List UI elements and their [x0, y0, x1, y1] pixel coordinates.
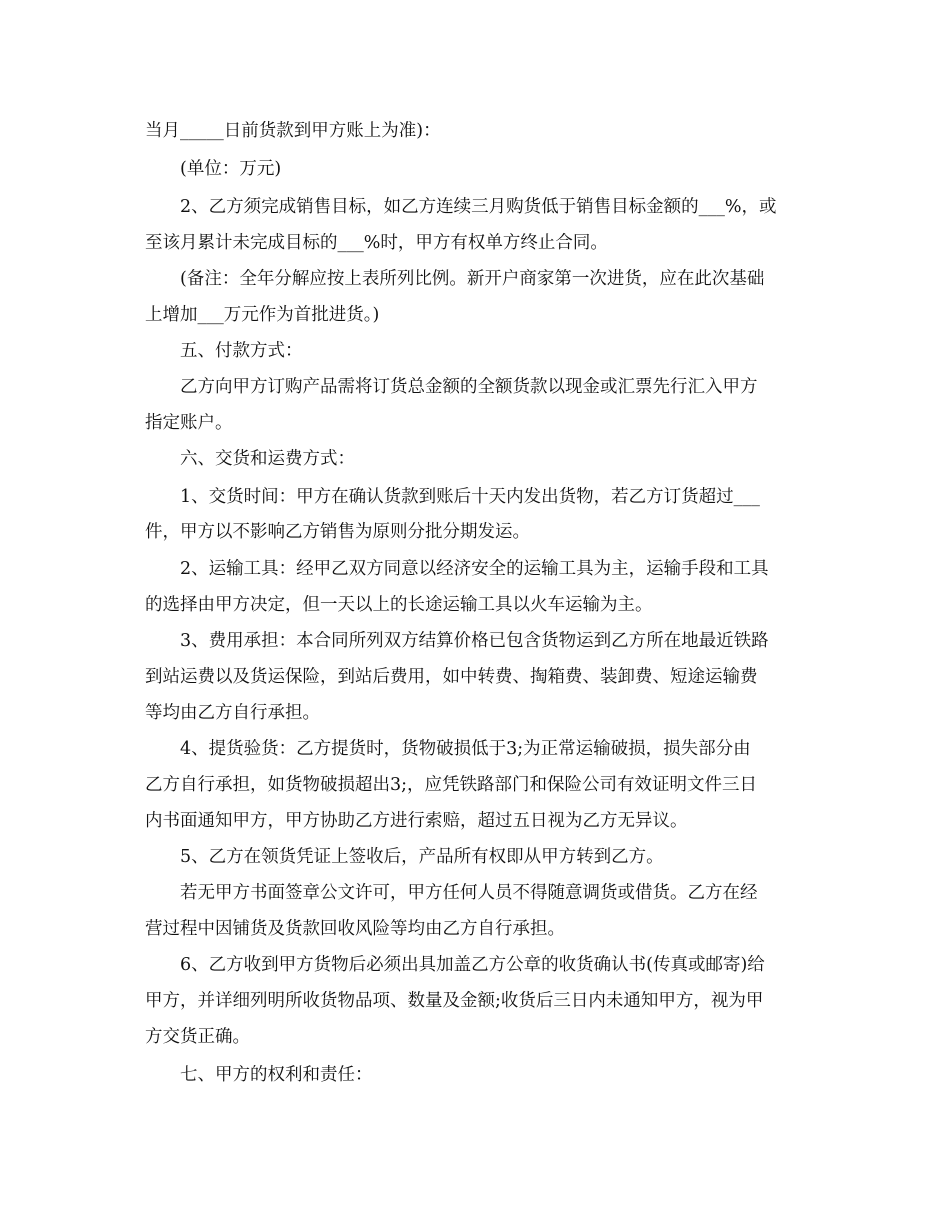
- text-line-26: 方交货正确。: [145, 1027, 250, 1047]
- text-line-24: 6、乙方收到甲方货物后必须出具加盖乙方公章的收货确认书(传真或邮寄)给: [180, 955, 765, 975]
- text-line-1: 当月_____日前货款到甲方账上为准)：: [145, 121, 441, 141]
- text-line-8: 乙方向甲方订购产品需将订货总金额的全额货款以现金或汇票先行汇入甲方: [180, 377, 758, 397]
- text-line-13: 2、运输工具：经甲乙双方同意以经济安全的运输工具为主，运输手段和工具: [180, 559, 769, 579]
- text-line-19: 乙方自行承担，如货物破损超出3;，应凭铁路部门和保险公司有效证明文件三日: [145, 775, 758, 795]
- text-line-22: 若无甲方书面签章公文许可，甲方任何人员不得随意调货或借货。乙方在经: [180, 883, 758, 903]
- text-line-16: 到站运费以及货运保险，到站后费用，如中转费、掏箱费、装卸费、短途运输费: [145, 667, 758, 687]
- section-heading-7: 七、甲方的权利和责任：: [180, 1065, 373, 1085]
- text-line-14: 的选择由甲方决定，但一天以上的长途运输工具以火车运输为主。: [145, 595, 653, 615]
- text-line-17: 等均由乙方自行承担。: [145, 703, 320, 723]
- text-line-25: 甲方，并详细列明所收货物品项、数量及金额;收货后三日内未通知甲方，视为甲: [145, 991, 764, 1011]
- text-line-23: 营过程中因铺货及货款回收风险等均由乙方自行承担。: [145, 919, 565, 939]
- text-line-6: 上增加___万元作为首批进货。): [145, 305, 380, 325]
- text-line-5: (备注：全年分解应按上表所列比例。新开户商家第一次进货，应在此次基础: [180, 269, 765, 289]
- text-line-18: 4、提货验货：乙方提货时，货物破损低于3;为正常运输破损，损失部分由: [180, 739, 751, 759]
- text-line-20: 内书面通知甲方，甲方协助乙方进行索赔，超过五日视为乙方无异议。: [145, 811, 688, 831]
- section-heading-6: 六、交货和运费方式：: [180, 449, 355, 469]
- section-heading-5: 五、付款方式：: [180, 341, 303, 361]
- text-line-2: (单位：万元): [180, 159, 282, 179]
- text-line-3: 2、乙方须完成销售目标，如乙方连续三月购货低于销售目标金额的___%，或: [180, 197, 777, 217]
- text-line-21: 5、乙方在领货凭证上签收后，产品所有权即从甲方转到乙方。: [180, 847, 664, 867]
- text-line-15: 3、费用承担：本合同所列双方结算价格已包含货物运到乙方所在地最近铁路: [180, 631, 769, 651]
- text-line-12: 件，甲方以不影响乙方销售为原则分批分期发运。: [145, 522, 530, 542]
- text-line-4: 至该月累计未完成目标的___%时，甲方有权单方终止合同。: [145, 233, 608, 253]
- text-line-11: 1、交货时间：甲方在确认货款到账后十天内发出货物，若乙方订货超过___: [180, 487, 760, 507]
- text-line-9: 指定账户。: [145, 413, 233, 433]
